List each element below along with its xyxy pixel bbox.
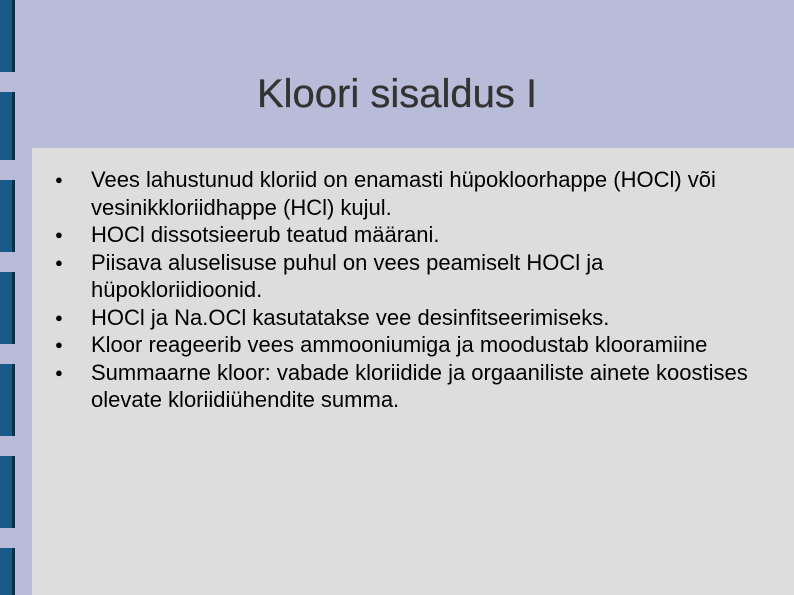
bullet-dot-icon: ● [55,337,63,352]
bullet-dot-icon: ● [55,227,63,242]
accent-bar [0,180,15,252]
bullet-item [55,304,755,332]
bullet-item [55,359,755,414]
bullet-item [55,221,755,249]
accent-bar [0,364,15,436]
bullet-text: HOCl ja Na.OCl kasutatakse vee desinfitseerimiseks. [91,304,610,330]
bullet-item [55,249,755,304]
accent-bar [0,548,15,595]
bullet-item [55,331,755,359]
bullet-text: Vees lahustunud kloriid on enamasti hüpokloorhappe (HOCl) või vesinikkloriidhappe (HCl) kujul. [91,167,716,220]
bullet-text: HOCl dissotsieerub teatud määrani. [91,222,440,247]
accent-bar [0,0,15,72]
bullet-dot-icon: ● [55,309,63,325]
bullet-item [55,166,755,221]
accent-bar [0,456,15,528]
bullet-text: Kloor reageerib vees ammooniumiga ja moodustab klooramiine [91,332,708,357]
bullet-dot-icon: ● [55,364,63,380]
accent-bar [0,272,15,344]
slide-title: Kloori sisaldus I [256,72,538,116]
bullet-dot-icon: ● [55,254,63,270]
bullet-dot-icon: ● [55,172,63,187]
bullet-text: Summaarne kloor: vabade kloriidide ja orgaaniliste ainete koostises olevate kloriidiühendite summa. [91,359,748,412]
bullet-text: Piisava aluselisuse puhul on vees peamiselt HOCl ja hüpokloriidioonid. [91,249,604,302]
bullet-list [55,166,755,414]
